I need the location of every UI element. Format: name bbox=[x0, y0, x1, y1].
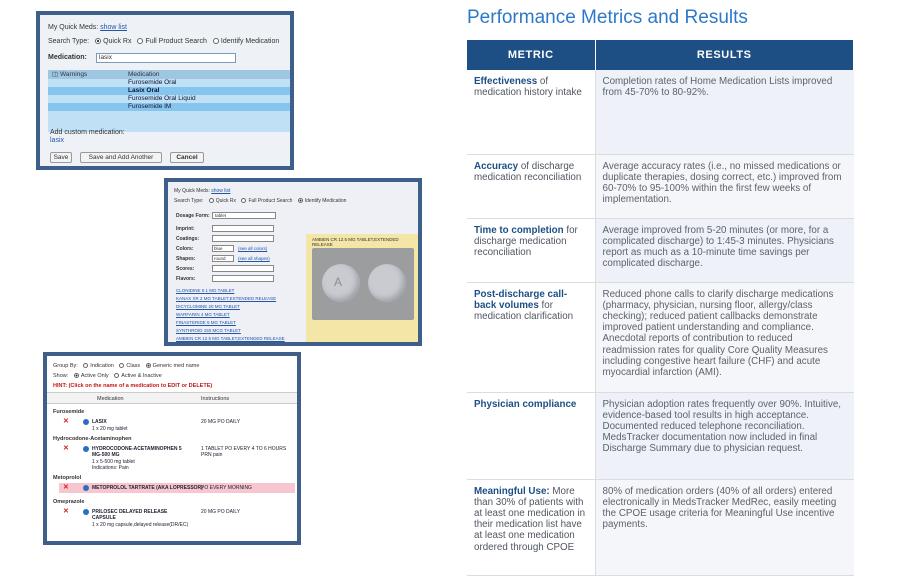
opt-indication-label: Indication bbox=[90, 363, 114, 369]
results-column-header: RESULTS bbox=[595, 40, 854, 70]
result-cell: Completion rates of Home Medication Lists improved from 45-70% to 80-92%. bbox=[595, 70, 854, 154]
quick-rx-screenshot bbox=[36, 11, 294, 170]
medication-name-link[interactable]: PRILOSEC DELAYED RELEASE CAPSULE bbox=[92, 509, 168, 521]
coatings-label: Coatings: bbox=[176, 236, 200, 242]
warnings-icon: ◫ bbox=[52, 71, 59, 78]
results-header bbox=[48, 70, 294, 79]
list-header bbox=[47, 392, 297, 404]
scores-label: Scores: bbox=[176, 266, 195, 272]
medication-instructions: PO EVERY MORNING bbox=[201, 485, 252, 491]
med-group-name: Furosemide bbox=[53, 409, 85, 415]
metric-name: Physician compliance bbox=[474, 398, 577, 410]
metric-description: for medication clarification bbox=[474, 299, 574, 322]
med-group-name: Hydrocodone-Acetaminophen bbox=[53, 436, 132, 442]
imprint-label: Imprint: bbox=[176, 226, 195, 232]
dosage-form-label: Dosage Form: bbox=[176, 213, 210, 219]
result-item[interactable]: Furosemide IM bbox=[128, 103, 172, 110]
pill-front bbox=[322, 264, 360, 302]
info-icon[interactable] bbox=[83, 446, 89, 452]
see-all-shapes-link[interactable]: (see all shapes) bbox=[238, 256, 270, 261]
metric-description: of medication history intake bbox=[474, 76, 582, 99]
metric-name: Post-discharge call-back volumes bbox=[474, 288, 568, 311]
med-group-name: Omeprazole bbox=[53, 499, 85, 505]
info-icon[interactable] bbox=[83, 509, 89, 515]
delete-icon[interactable]: ✕ bbox=[63, 508, 69, 515]
pill-imprint: A bbox=[334, 275, 343, 289]
metric-description: of discharge medication reconciliation bbox=[474, 160, 582, 183]
table-row bbox=[467, 282, 854, 392]
metric-cell bbox=[467, 70, 595, 154]
medication-name-link[interactable]: LASIX bbox=[92, 419, 107, 425]
table-header-row bbox=[467, 40, 854, 70]
show-label: Show: bbox=[53, 373, 69, 379]
info-icon[interactable] bbox=[83, 485, 89, 491]
opt-identify-label: Identify Medication bbox=[220, 38, 280, 45]
search-type-row bbox=[174, 198, 346, 204]
medication-instructions: 20 MG PO DAILY bbox=[201, 509, 241, 515]
pill-caption: AMBIEN CR 12.5 MG TABLET,EXTENDED RELEASE bbox=[312, 237, 399, 247]
edit-hint: HINT: (Click on the name of a medication to EDIT or DELETE) bbox=[53, 383, 213, 389]
colors-label: Colors: bbox=[176, 246, 194, 252]
result-item[interactable]: Furosemide Oral Liquid bbox=[128, 95, 196, 102]
table-row bbox=[467, 70, 854, 154]
save-and-add-button[interactable]: Save and Add Another bbox=[80, 152, 162, 163]
metric-column-header: METRIC bbox=[467, 40, 595, 70]
opt-quick-label: Quick Rx bbox=[103, 38, 132, 45]
opt-generic-label: Generic med name bbox=[152, 363, 200, 369]
metric-name: Accuracy bbox=[474, 160, 519, 172]
table-row bbox=[467, 392, 854, 479]
pill-result-link[interactable]: CLONIDINE 0.1 MG TABLET bbox=[176, 288, 235, 293]
shapes-select[interactable]: round bbox=[212, 255, 234, 262]
medication-results-list bbox=[48, 70, 294, 132]
pill-result-link[interactable]: KANAX XR 2 MG TABLET,EXTENDED RELEASE bbox=[176, 296, 277, 301]
result-cell: 80% of medication orders (40% of all orders) entered electronically in MedsTracker MedRec, easily meeting the CPOE usage criteria for Meaningful Use incentive payments. bbox=[595, 479, 854, 575]
delete-icon[interactable]: ✕ bbox=[63, 418, 69, 425]
pill-result-link[interactable]: WARFARIN 4 MG TABLET bbox=[176, 312, 230, 317]
warnings-header: Warnings bbox=[59, 71, 88, 78]
metric-cell bbox=[467, 154, 595, 218]
selected-row-highlight bbox=[48, 87, 294, 95]
pill-result-link[interactable]: AMBIEN CR 12.5 MG TABLET,EXTENDED RELEASE bbox=[176, 336, 285, 341]
show-list-link[interactable]: show list bbox=[211, 188, 231, 194]
scores-select[interactable] bbox=[212, 265, 274, 272]
metric-description: More than 30% of patients with at least one medication in their medication list have at least one medication ordered through CPOE bbox=[474, 485, 586, 553]
opt-full-label: Full Product Search bbox=[145, 38, 207, 45]
medication-instructions: 1 TABLET PO EVERY 4 TO 6 HOURS PRN pain bbox=[201, 446, 287, 458]
metric-cell bbox=[467, 218, 595, 282]
colors-select[interactable]: blue bbox=[212, 245, 234, 252]
metric-name: Meaningful Use: bbox=[474, 485, 550, 497]
delete-icon[interactable]: ✕ bbox=[63, 445, 69, 452]
show-row bbox=[53, 373, 162, 379]
opt-quick-label: Quick Rx bbox=[215, 198, 237, 204]
pill-result-link[interactable]: FINASTERIDE 5 MG TABLET bbox=[176, 320, 236, 325]
opt-active-label: Active Only bbox=[80, 373, 109, 379]
medication-input[interactable]: lasix bbox=[96, 53, 236, 63]
radio-full-search[interactable] bbox=[137, 38, 143, 44]
page-title: Performance Metrics and Results bbox=[467, 7, 748, 28]
medication-instructions: 20 MG PO DAILY bbox=[201, 419, 241, 425]
med-group-name: Metoprolol bbox=[53, 475, 82, 481]
radio-identify[interactable] bbox=[298, 198, 303, 203]
radio-generic[interactable] bbox=[146, 363, 151, 368]
see-all-colors-link[interactable]: (see all colors) bbox=[238, 246, 268, 251]
medication-header: Medication bbox=[128, 71, 160, 78]
metric-name: Effectiveness bbox=[474, 76, 538, 87]
instructions-column-header: Instructions bbox=[201, 396, 230, 402]
radio-active-inactive[interactable] bbox=[114, 373, 119, 378]
metric-cell bbox=[467, 392, 595, 479]
imprint-input[interactable] bbox=[212, 225, 274, 232]
radio-active-only[interactable] bbox=[74, 373, 79, 378]
cancel-button[interactable]: Cancel bbox=[170, 152, 204, 163]
shapes-label: Shapes: bbox=[176, 256, 196, 262]
radio-identify[interactable] bbox=[213, 38, 219, 44]
dosage-form-select[interactable]: tablet bbox=[212, 212, 276, 219]
search-type-label: Search Type: bbox=[174, 198, 204, 204]
result-cell: Average accuracy rates (i.e., no missed medications or duplicate therapies, dosing correct, etc.) improved from 60-70% to 95-100% within the first few weeks of implementation. bbox=[595, 154, 854, 218]
result-item[interactable]: Lasix Oral bbox=[128, 87, 160, 94]
coatings-select[interactable] bbox=[212, 235, 274, 242]
result-item[interactable]: Furosemide Oral bbox=[128, 79, 177, 86]
radio-quick-rx[interactable] bbox=[209, 198, 214, 203]
radio-class[interactable] bbox=[119, 363, 124, 368]
metric-name: Time to completion bbox=[474, 224, 564, 236]
flavors-select[interactable] bbox=[212, 275, 274, 282]
medication-detail: 1 x 20 mg tablet bbox=[92, 426, 128, 432]
quick-meds-label: My Quick Meds: bbox=[174, 188, 210, 194]
delete-icon[interactable]: ✕ bbox=[63, 484, 69, 491]
metric-cell bbox=[467, 282, 595, 392]
opt-identify-label: Identify Medication bbox=[304, 198, 347, 204]
metric-description: for discharge medication reconciliation bbox=[474, 224, 578, 258]
radio-full-search[interactable] bbox=[241, 198, 246, 203]
custom-medication-value[interactable]: lasix bbox=[50, 137, 65, 144]
metrics-table bbox=[467, 40, 854, 576]
show-list-link[interactable]: show list bbox=[100, 24, 127, 31]
search-type-row bbox=[48, 37, 279, 46]
medication-name-link[interactable]: HYDROCODONE-ACETAMINOPHEN 5 MG-500 MG bbox=[92, 446, 182, 458]
pill-result-link[interactable]: DICYCLOMINE 20 MG TABLET bbox=[176, 304, 240, 309]
result-cell: Reduced phone calls to clarify discharge medications (pharmacy, physician, nursing floor, allergy/class checking); reduced patient callbacks demonstrate improved patient understanding and compliance. Anecdotal reports of contribution to reduced readmission rates for quality Core Quality Measures including congestive heart failure (CHF) and acute myocardial infarction (AMI). bbox=[595, 282, 854, 392]
pill-preview-box bbox=[306, 234, 420, 344]
radio-quick-rx[interactable] bbox=[95, 38, 101, 44]
medication-label: Medication: bbox=[48, 54, 87, 61]
opt-full-label: Full Product Search bbox=[248, 198, 293, 204]
opt-active-inactive-label: Active & Inactive bbox=[121, 373, 162, 379]
identify-medication-screenshot bbox=[164, 178, 422, 346]
medication-indication: Indications: Pain bbox=[92, 465, 129, 471]
quick-meds-row bbox=[174, 188, 230, 194]
medication-detail: 1 x 5-500 mg tablet bbox=[92, 459, 135, 465]
medication-column-header: Medication bbox=[97, 396, 124, 402]
quick-meds-label: My Quick Meds: bbox=[48, 24, 99, 31]
flavors-label: Flavors: bbox=[176, 276, 196, 282]
pill-result-link[interactable]: SYNTHROID 150 MCG TABLET bbox=[176, 328, 241, 333]
group-by-row bbox=[53, 363, 199, 369]
table-row bbox=[467, 218, 854, 282]
info-icon[interactable] bbox=[83, 419, 89, 425]
medication-name-link[interactable]: METOPROLOL TARTRATE (AKA LOPRESSOR) bbox=[92, 485, 203, 491]
result-cell: Physician adoption rates frequently over 90%. Intuitive, evidence-based tool results in high acceptance. Documented reduced telephone reconciliation. MedsTracker documentation now included in final Discharge Summary due to physician request. bbox=[595, 392, 854, 479]
opt-class-label: Class bbox=[126, 363, 141, 369]
result-cell: Average improved from 5-20 minutes (or more, for a complicated discharge) to 1:45-3 minutes. Physicians report as much as a 10-minute time savings per complicated discharge. bbox=[595, 218, 854, 282]
save-button[interactable]: Save bbox=[50, 152, 72, 163]
radio-indication[interactable] bbox=[83, 363, 88, 368]
medication-list-screenshot bbox=[43, 352, 301, 545]
add-custom-label: Add custom medication: bbox=[50, 129, 125, 136]
pill-back bbox=[368, 264, 406, 302]
group-by-label: Group By: bbox=[53, 363, 78, 369]
pill-photo bbox=[312, 248, 414, 320]
table-row bbox=[467, 154, 854, 218]
quick-meds-row bbox=[48, 23, 127, 32]
search-type-label: Search Type: bbox=[48, 38, 90, 45]
medication-detail: 1 x 20 mg capsule,delayed release(DR/EC) bbox=[92, 522, 189, 528]
